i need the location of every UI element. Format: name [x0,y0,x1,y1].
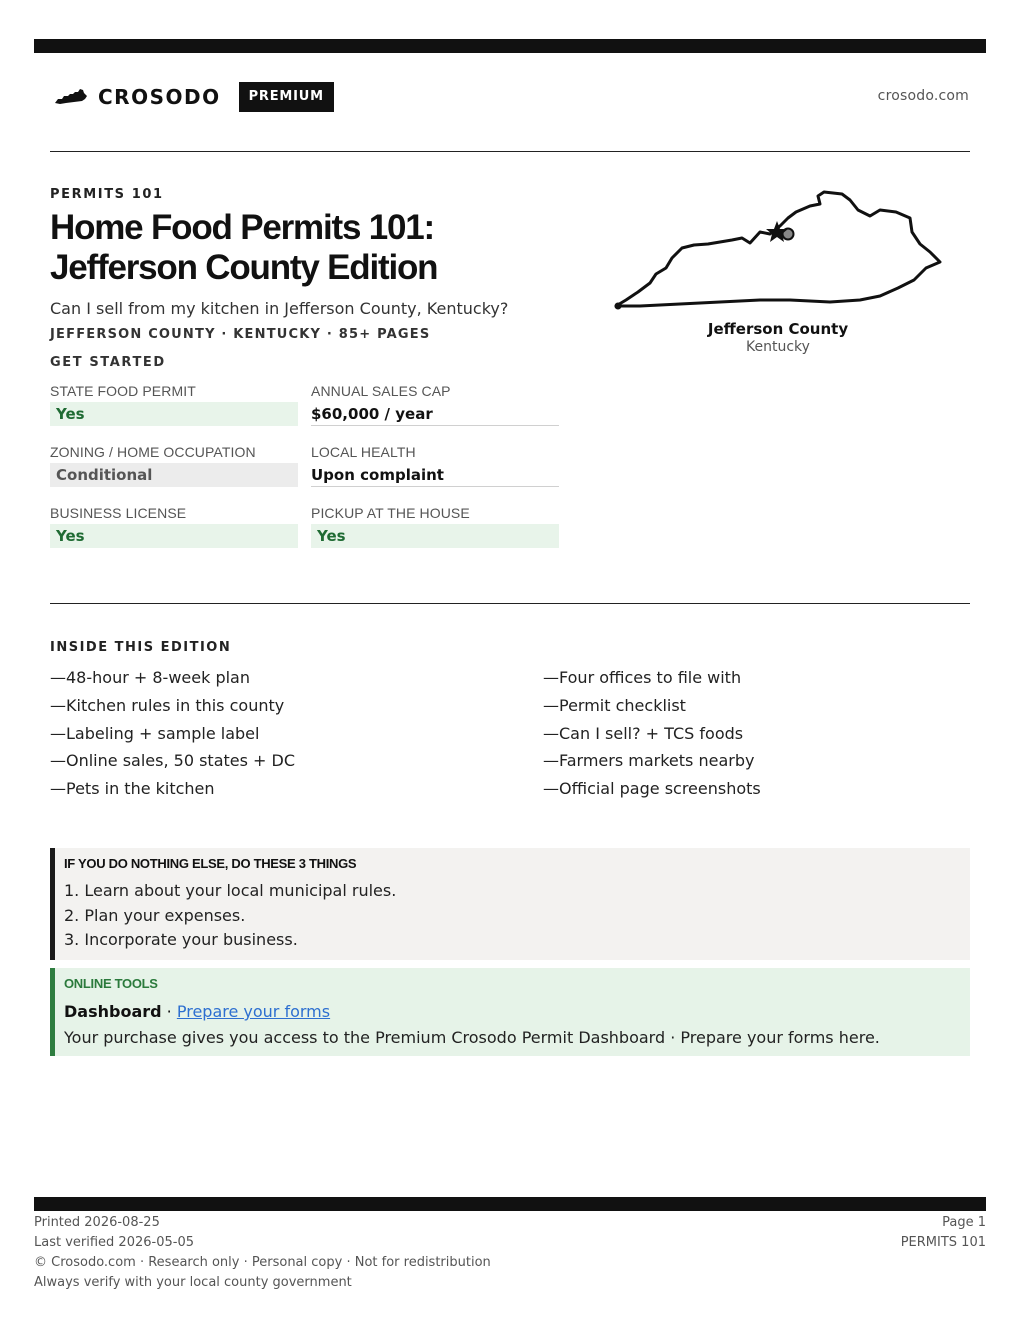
verified-date: Last verified 2026-05-05 [34,1235,194,1250]
page-number: Page 1 [942,1215,986,1230]
fact-label: BUSINESS LICENSE [50,505,187,521]
separator: · [161,1002,177,1021]
map-caption [660,320,896,355]
fact-label: ZONING / HOME OCCUPATION [50,444,256,460]
status-badge: Yes [311,524,559,548]
map-point [615,303,622,310]
page-subtitle: Can I sell from my kitchen in Jefferson County, Kentucky? [50,299,509,318]
three-things-box [50,848,970,960]
three-things-heading: IF YOU DO NOTHING ELSE, DO THESE 3 THINGS [64,856,357,871]
online-tools-box [50,968,970,1056]
brand [54,82,334,112]
fact-local-health [311,443,559,504]
divider [50,603,970,604]
fact-value [311,402,559,426]
list-item: —Pets in the kitchen [50,779,215,799]
status-badge: Yes [50,524,298,548]
fact-value [311,524,559,548]
tools-line [64,1002,970,1022]
title-line-2: Jefferson County Edition [50,248,438,287]
prepare-forms-link[interactable]: Prepare your forms [176,1002,331,1021]
fact-value [311,463,559,487]
page-title [50,208,590,288]
kentucky-silhouette-icon [54,88,88,106]
fact-zoning [50,443,298,504]
edition-meta: JEFFERSON COUNTY · KENTUCKY · 85+ PAGES [50,327,431,342]
permit-facts-grid [50,382,559,565]
footer-left [34,1213,491,1293]
inside-list-right [543,666,761,805]
list-item: 3. Incorporate your business. [64,930,298,949]
footer-section: PERMITS 101 [900,1235,986,1250]
bottom-bar [34,1197,986,1211]
map-state: Kentucky [746,339,810,355]
inside-list-left [50,666,295,805]
fact-value-text: Upon complaint [311,466,444,484]
title-line-1: Home Food Permits 101: [50,208,434,247]
fact-value [50,463,298,487]
brand-name: CROSODO [98,85,221,109]
three-things-list [64,880,970,954]
copyright: © Crosodo.com · Research only · Personal copy · Not for redistribution [34,1255,491,1270]
fact-label: STATE FOOD PERMIT [50,383,196,399]
tools-description: Your purchase gives you access to the Premium Crosodo Permit Dashboard · Prepare your forms here. [64,1028,880,1047]
list-item: —48-hour + 8-week plan [50,668,250,687]
list-item: —Labeling + sample label [50,723,260,743]
inside-edition-heading: INSIDE THIS EDITION [50,640,232,655]
footer-right [901,1213,986,1253]
fact-business-license [50,504,298,565]
site-url[interactable]: crosodo.com [877,88,969,104]
list-item: —Four offices to file with [543,668,742,687]
list-item: 1. Learn about your local municipal rules. [64,881,397,900]
kentucky-map [610,188,946,313]
fact-label: LOCAL HEALTH [311,444,416,460]
status-badge: Yes [50,402,298,426]
divider [50,151,970,152]
fact-label: PICKUP AT THE HOUSE [311,505,470,521]
fact-value [50,402,298,426]
list-item: 2. Plan your expenses. [64,905,246,925]
section-kicker: PERMITS 101 [50,187,164,202]
online-tools-heading: ONLINE TOOLS [64,976,158,991]
fact-value-text: $60,000 / year [311,405,433,423]
top-bar [34,39,986,53]
list-item: —Farmers markets nearby [543,751,755,771]
list-item: —Kitchen rules in this county [50,695,285,715]
list-item: —Online sales, 50 states + DC [50,751,296,771]
fact-label: ANNUAL SALES CAP [311,383,451,399]
list-item: —Official page screenshots [543,779,761,799]
premium-badge: PREMIUM [239,82,334,112]
fact-pickup-at-house [311,504,559,565]
map-county: Jefferson County [707,320,849,338]
fact-value [50,524,298,548]
list-item: —Permit checklist [543,695,686,715]
printed-date: Printed 2026-08-25 [34,1215,160,1230]
verify-note: Always verify with your local county government [34,1275,352,1290]
list-item: —Can I sell? + TCS foods [543,723,744,743]
fact-state-food-permit [50,382,298,443]
get-started-heading: GET STARTED [50,355,166,370]
status-badge: Conditional [50,463,298,487]
fact-annual-sales-cap [311,382,559,443]
dashboard-label: Dashboard [64,1002,162,1021]
